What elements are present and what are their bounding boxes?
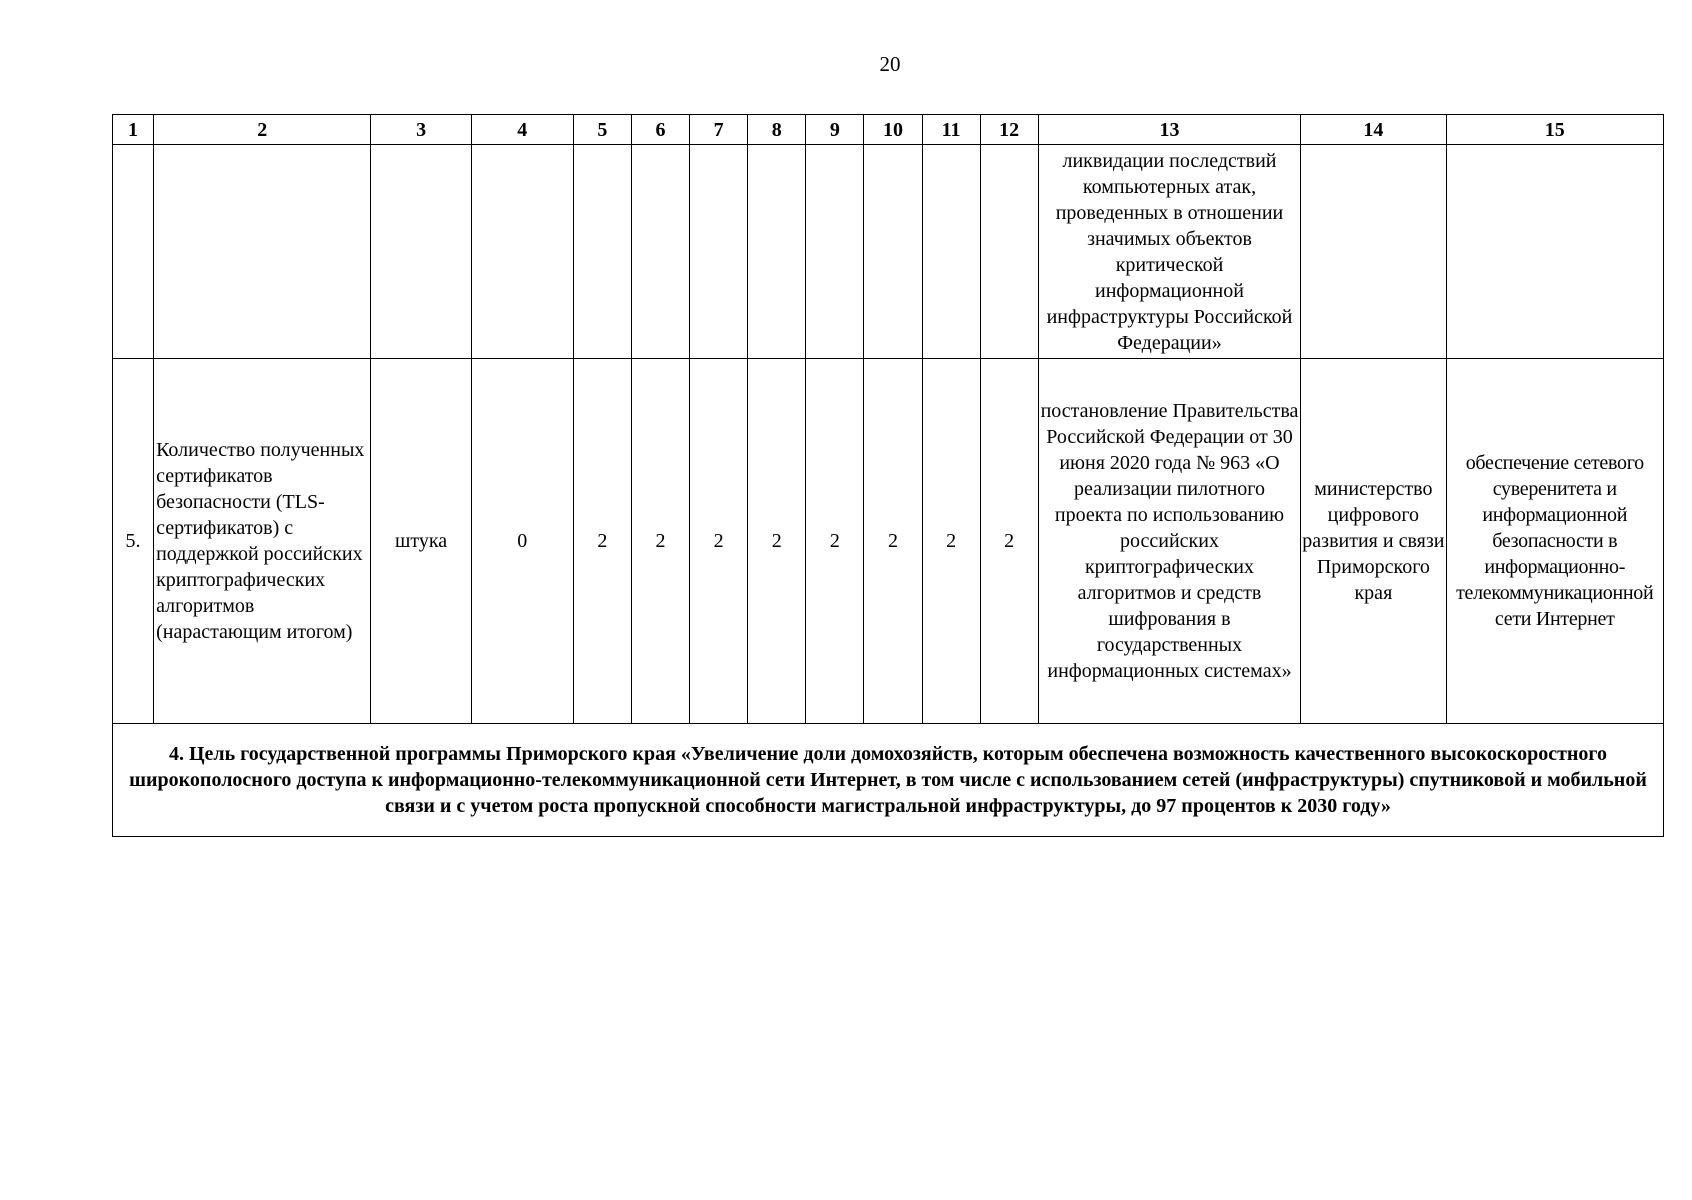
value-cell: 2: [864, 359, 922, 724]
table-row-5: [113, 359, 1664, 724]
column-number-row: [113, 115, 1664, 145]
table-cell: [471, 145, 573, 359]
table-row-continuation: [113, 145, 1664, 359]
column-header: 11: [922, 115, 980, 145]
column-header: 6: [631, 115, 689, 145]
table-cell: [922, 145, 980, 359]
column-header: 9: [806, 115, 864, 145]
table-cell: [154, 145, 371, 359]
table-cell: [113, 145, 154, 359]
connection-cell: обеспечение сетевого суверенитета и информационной безопасности в информационно-телекоммуникационной сети Интернет: [1446, 359, 1664, 724]
column-header: 1: [113, 115, 154, 145]
goal-heading: 4. Цель государственной программы Приморского края «Увеличение доли домохозяйств, которым обеспечена возможность качественного высокоскоростного широкополосного доступа к информационно-телекоммуникационной сети Интернет, в том числе с использованием сетей (инфраструктуры) спутниковой и мобильной связи и с учетом роста пропускной способности магистральной инфраструктуры, до 97 процентов к 2030 году»: [113, 724, 1664, 837]
column-header: 8: [748, 115, 806, 145]
value-cell: 2: [980, 359, 1038, 724]
document-cell: постановление Правительства Российской Федерации от 30 июня 2020 года № 963 «О реализации пилотного проекта по использованию российских криптографических алгоритмов и средств шифрования в государственных информационных системах»: [1038, 359, 1301, 724]
table-cell: [371, 145, 471, 359]
table-cell: [690, 145, 748, 359]
value-cell: 2: [748, 359, 806, 724]
table-cell: [748, 145, 806, 359]
table-cell: [980, 145, 1038, 359]
column-header: 7: [690, 115, 748, 145]
responsible-cell: министерство цифрового развития и связи Приморского края: [1301, 359, 1446, 724]
unit-cell: штука: [371, 359, 471, 724]
row-number-cell: 5.: [113, 359, 154, 724]
goal-row: [113, 724, 1664, 837]
table-cell: [573, 145, 631, 359]
column-header: 4: [471, 115, 573, 145]
document-cell-continuation: ликвидации последствий компьютерных атак, проведенных в отношении значимых объектов критической информационной инфраструктуры Российской Федерации»: [1038, 145, 1301, 359]
column-header: 2: [154, 115, 371, 145]
table-cell: [1301, 145, 1446, 359]
value-cell: 2: [922, 359, 980, 724]
column-header: 12: [980, 115, 1038, 145]
table-cell: [806, 145, 864, 359]
value-cell: 2: [631, 359, 689, 724]
table-cell: [864, 145, 922, 359]
column-header: 15: [1446, 115, 1664, 145]
value-cell: 2: [690, 359, 748, 724]
column-header: 14: [1301, 115, 1446, 145]
table-cell: [631, 145, 689, 359]
table-cell: [1446, 145, 1664, 359]
indicators-table: [112, 114, 1664, 837]
page-number: 20: [879, 52, 901, 76]
indicator-name-cell: Количество полученных сертификатов безопасности (TLS-сертификатов) с поддержкой российских криптографических алгоритмов (нарастающим итогом): [154, 359, 371, 724]
column-header: 5: [573, 115, 631, 145]
column-header: 10: [864, 115, 922, 145]
column-header: 13: [1038, 115, 1301, 145]
base-value-cell: 0: [471, 359, 573, 724]
value-cell: 2: [573, 359, 631, 724]
column-header: 3: [371, 115, 471, 145]
value-cell: 2: [806, 359, 864, 724]
